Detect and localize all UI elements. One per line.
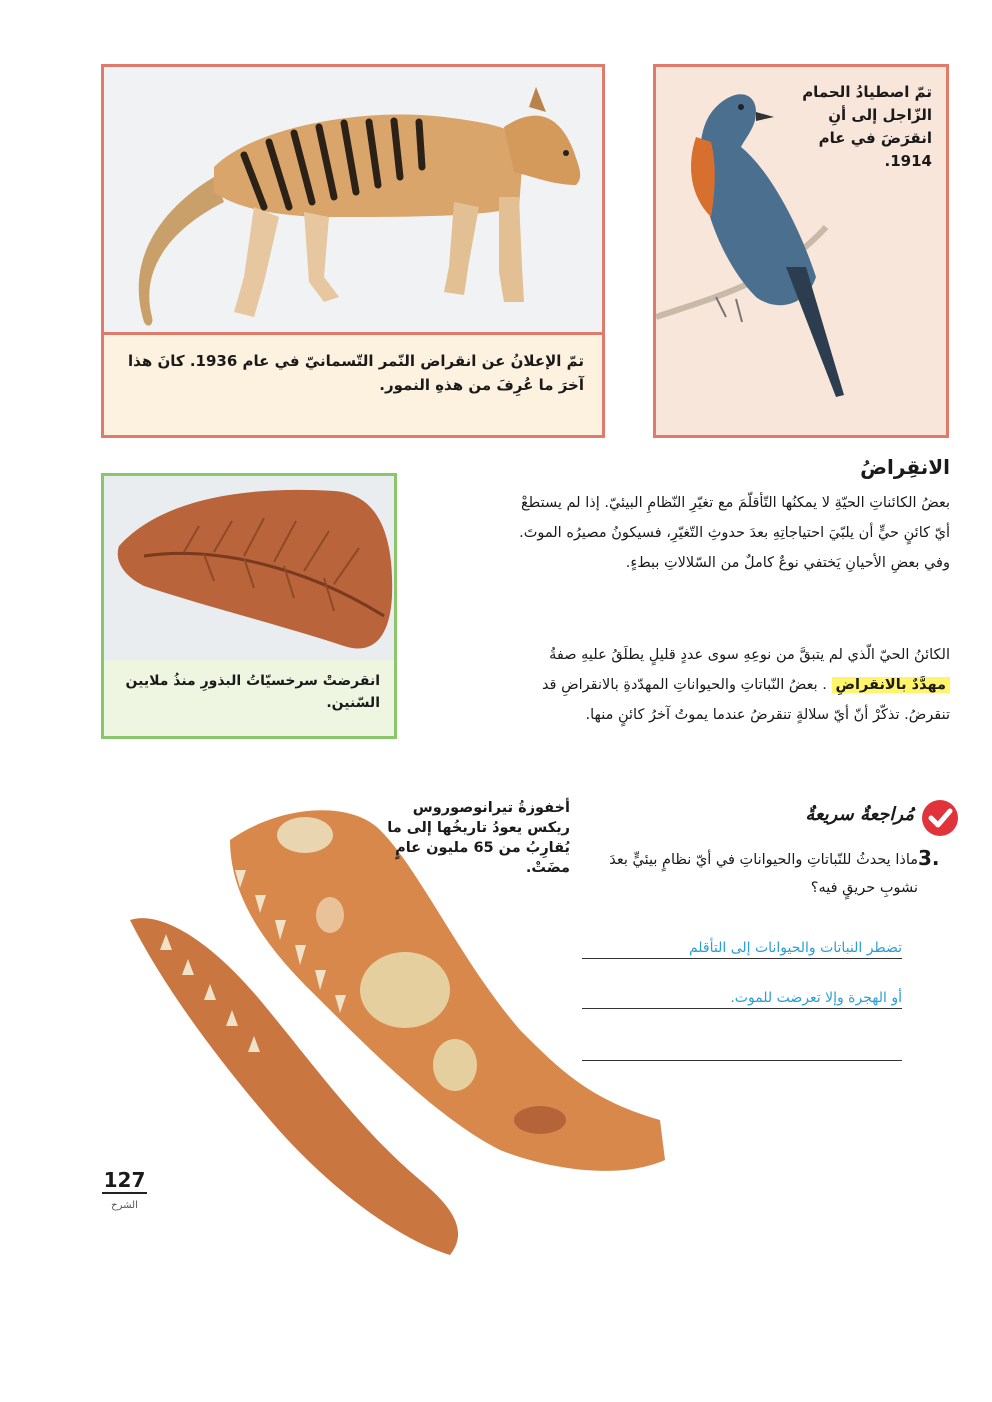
quick-review-header <box>740 800 958 836</box>
page-number: 127 <box>103 1168 146 1192</box>
tasmanian-tiger-panel <box>101 64 605 438</box>
passenger-pigeon-panel <box>653 64 949 438</box>
paragraph-2-after: . بعضُ النّباتاتِ والحيواناتِ المهدّدةِ بالانقراضِ قد تنقرضُ. تذكّرْ أنّ أيّ سلالةٍ تنقرضُ عندما يموتُ آخرُ كائنٍ منها. <box>541 677 950 723</box>
extinction-paragraph-2 <box>510 640 950 730</box>
passenger-pigeon-caption: تمّ اصطيادُ الحمام الزّاجل إلى أنِ انقرَضَ في عام 1914. <box>802 83 932 170</box>
tasmanian-tiger-illustration <box>104 67 602 349</box>
page-section-label: الشرح <box>111 1200 138 1211</box>
seed-fern-fossil-illustration <box>104 476 394 670</box>
t-rex-caption: أخفوزةُ تيرانوصوروس ريكس يعودُ تاريخُها إلى ما يُقارِبُ من 65 مليون عامٍ مضَتْ. <box>387 800 570 876</box>
extinction-paragraph-1: بعضُ الكائناتِ الحيّةِ لا يمكنُها التّأقلّمَ مع تغيّرِ النّظامِ البيئيّ. إذا لم يستطعْ أيّ كائنٍ حيٍّ أن يلبّيَ احتياجاتِهِ بعدَ حدوثِ التّغيّرِ، فسيكونُ مصيرُه الموتَ. وفي بعضِ الأحيانِ يَختفي نوعٌ كاملٌ من السّلالاتِ ببطءٍ. <box>519 495 950 571</box>
answer-line-2[interactable]: أو الهجرة وإلا تعرضت للموت. <box>582 990 902 1009</box>
quick-review-title: مُراجعةٌ سريعةٌ <box>805 804 914 825</box>
answer-line-1[interactable]: تضطر النباتات والحيوانات إلى التأقلم <box>582 940 902 959</box>
check-icon <box>922 800 958 836</box>
question-text: ماذا يحدثُ للنّباتاتِ والحيواناتِ في أيّ نظامٍ بيئيٍّ بعدَ نشوبِ حريقٍ فيه؟ <box>609 852 918 896</box>
tasmanian-tiger-caption: تمّ الإعلانُ عن انقراض النّمر التّسمانيّ في عام 1936. كانَ هذا آخرَ ما عُرِفَ من هذهِ النمور. <box>104 332 602 435</box>
seed-fern-caption: انقرضتْ سرخسيّاتُ البذورِ منذُ ملايين السّنين. <box>104 660 394 736</box>
question-number: 3. <box>918 846 940 870</box>
extinction-heading: الانقِراضُ <box>860 455 950 479</box>
seed-fern-fossil-panel <box>101 473 397 739</box>
endangered-highlight: مهدَّدٌ بالانقراضِ <box>832 677 950 693</box>
paragraph-2-before: الكائنُ الحيّ الّذي لم يتبقَّ من نوعِهِ سوى عددٍ قليلٍ يطلَقُ عليهِ صفةُ <box>549 647 950 663</box>
